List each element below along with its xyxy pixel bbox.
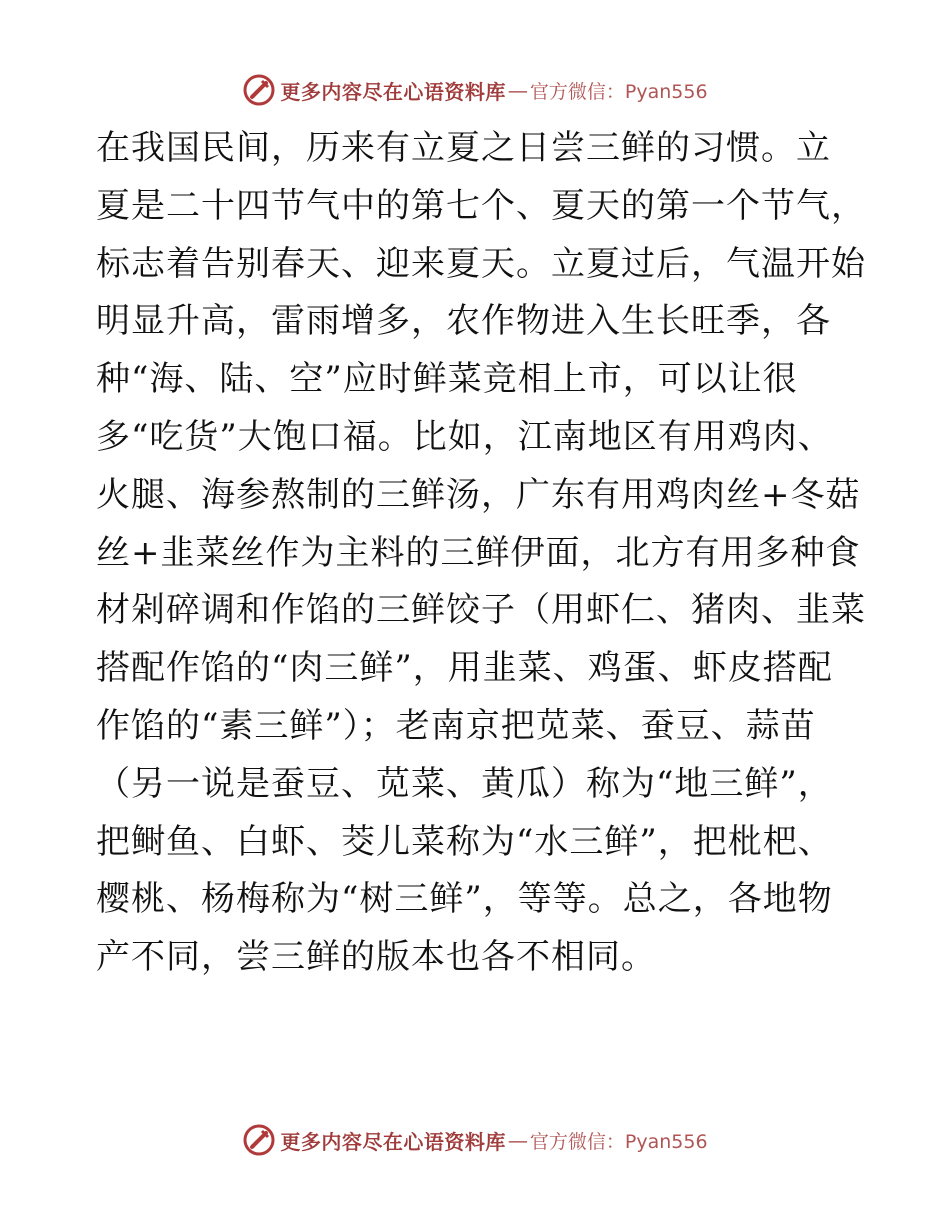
watermark-contact: 官方微信：Pyan556 <box>529 80 708 103</box>
article-line: 搭配作馅的“肉三鲜”，用韭菜、鸡蛋、虾皮搭配 <box>96 648 833 689</box>
article-line: 作馅的“素三鲜”）；老南京把苋菜、蚕豆、蒜苗 <box>96 705 816 746</box>
article-line: 在我国民间，历来有立夏之日尝三鲜的习惯。立 <box>96 128 831 168</box>
article-line: （另一说是蚕豆、苋菜、黄瓜）称为“地三鲜”， <box>96 763 833 804</box>
watermark-dash: — <box>507 78 528 102</box>
article-line: 火腿、海参熬制的三鲜汤，广东有用鸡肉丝+冬菇 <box>96 474 861 515</box>
article-line: 把鲥鱼、白虾、茭儿菜称为“水三鲜”，把枇杷、 <box>96 821 833 862</box>
article-line: 明显升高，雷雨增多，农作物进入生长旺季，各 <box>96 301 831 342</box>
article-line: 产不同，尝三鲜的版本也各不相同。 <box>96 937 656 978</box>
article-line: 樱桃、杨梅称为“树三鲜”，等等。总之，各地物 <box>96 879 833 920</box>
article-line: 夏是二十四节气中的第七个、夏天的第一个节气， <box>96 185 866 226</box>
watermark-brand: 更多内容尽在心语资料库 <box>280 79 506 104</box>
article-line: 多“吃货”大饱口福。比如，江南地区有用鸡肉、 <box>96 416 833 457</box>
article-line: 种“海、陆、空”应时鲜菜竞相上市，可以让很 <box>96 359 798 400</box>
watermark-brand: 更多内容尽在心语资料库 <box>280 1129 506 1154</box>
brand-logo-icon <box>242 1123 276 1157</box>
article-line: 标志着告别春天、迎来夏天。立夏过后，气温开始 <box>96 243 866 284</box>
watermark-dash: — <box>507 1128 528 1152</box>
watermark-contact: 官方微信：Pyan556 <box>529 1130 708 1153</box>
brand-logo-icon <box>242 73 276 107</box>
header-watermark <box>0 70 950 110</box>
article-line: 材剁碎调和作馅的三鲜饺子（用虾仁、猪肉、韭菜 <box>96 590 866 631</box>
article-line: 丝+韭菜丝作为主料的三鲜伊面，北方有用多种食 <box>96 532 861 573</box>
footer-watermark <box>0 1120 950 1160</box>
article-body <box>96 120 866 987</box>
